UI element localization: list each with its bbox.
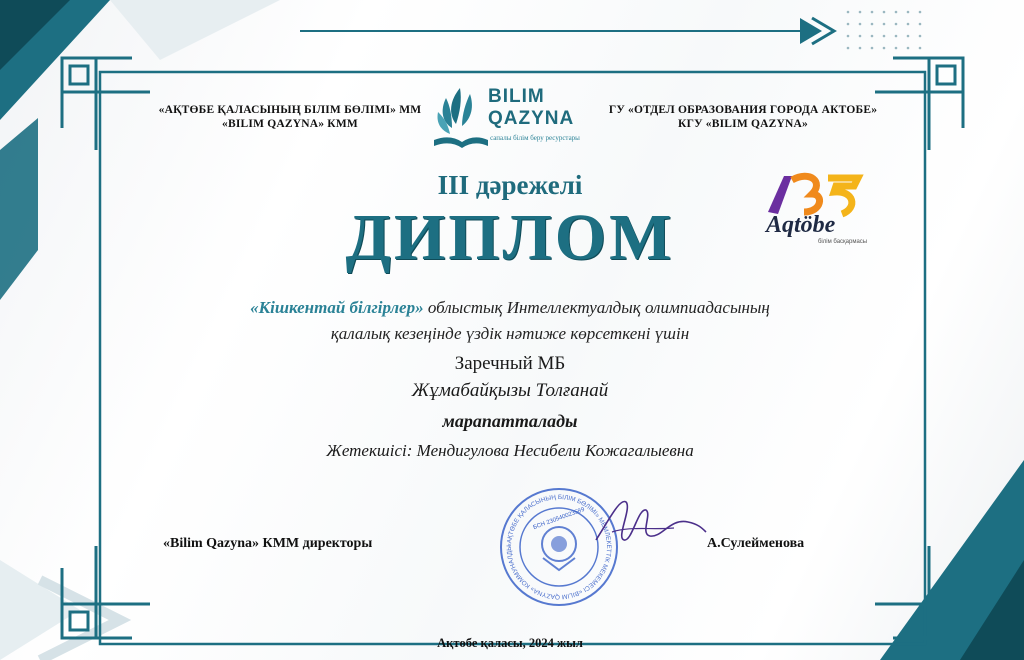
anniversary-city: Aqtöbe [766, 212, 836, 238]
book-leaves-icon [430, 80, 490, 156]
achievement-line: қалалық кезеңінде үздік нәтиже көрсеткені үшін [330, 324, 690, 343]
logo-name-line2: QAZYNA [488, 108, 575, 129]
left-band [0, 118, 38, 300]
signatory-name: А.Сулейменова [707, 536, 805, 551]
handwritten-signature [590, 488, 710, 558]
header-left-line2: «BILIM QAZYNA» КММ [222, 118, 358, 130]
logo-tagline: сапалы білім беру ресурстары [490, 134, 580, 142]
olympiad-line [140, 298, 880, 318]
signatory-position: «Bilim Qazyna» КММ директоры [163, 536, 373, 551]
header-left-line1: «АҚТӨБЕ ҚАЛАСЫНЫҢ БІЛІМ БӨЛІМІ» ММ [158, 104, 422, 116]
olympiad-name: «Кішкентай білгірлер» [250, 298, 424, 317]
school-name: Заречный МБ [454, 353, 566, 374]
header-right [588, 103, 898, 131]
supervisor-line: Жетекшісі: Мендигулова Несибели Кожагалыевна [326, 441, 694, 460]
olympiad-line-rest: облыстық Интеллектуалдық олимпиадасының [423, 298, 770, 317]
logo-name-line1: BILIM [488, 86, 545, 107]
bilim-qazyna-logo [430, 80, 590, 160]
diploma-title: ДИПЛОМ [345, 201, 675, 274]
stamp-code: БСН 230540023589 [532, 506, 586, 532]
awarded-text: марапатталады [442, 411, 578, 431]
corner-shade-top [110, 0, 280, 60]
place-year: Ақтөбе қаласы, 2024 жыл [437, 636, 583, 650]
diploma-degree: ІІІ дәрежелі [437, 170, 583, 200]
dot-grid [847, 11, 922, 50]
student-name: Жұмабайқызы Толғанай [411, 380, 609, 401]
aqtobe-155-logo [762, 168, 872, 248]
stamp-ring-text: «АҚТӨБЕ ҚАЛАСЫНЫҢ БІЛІМ БӨЛІМІ» МЕМЛЕКЕТТІК МЕКЕМЕСІ «BILIM QAZYNA» КОММУНАЛДЫ [505, 493, 613, 601]
header-right-line2: КГУ «BILIM QAZYNA» [678, 118, 808, 130]
header-left [140, 103, 440, 131]
header-right-line1: ГУ «ОТДЕЛ ОБРАЗОВАНИЯ ГОРОДА АКТОБЕ» [608, 104, 878, 116]
anniversary-tagline: білім басқармасы [818, 239, 868, 245]
